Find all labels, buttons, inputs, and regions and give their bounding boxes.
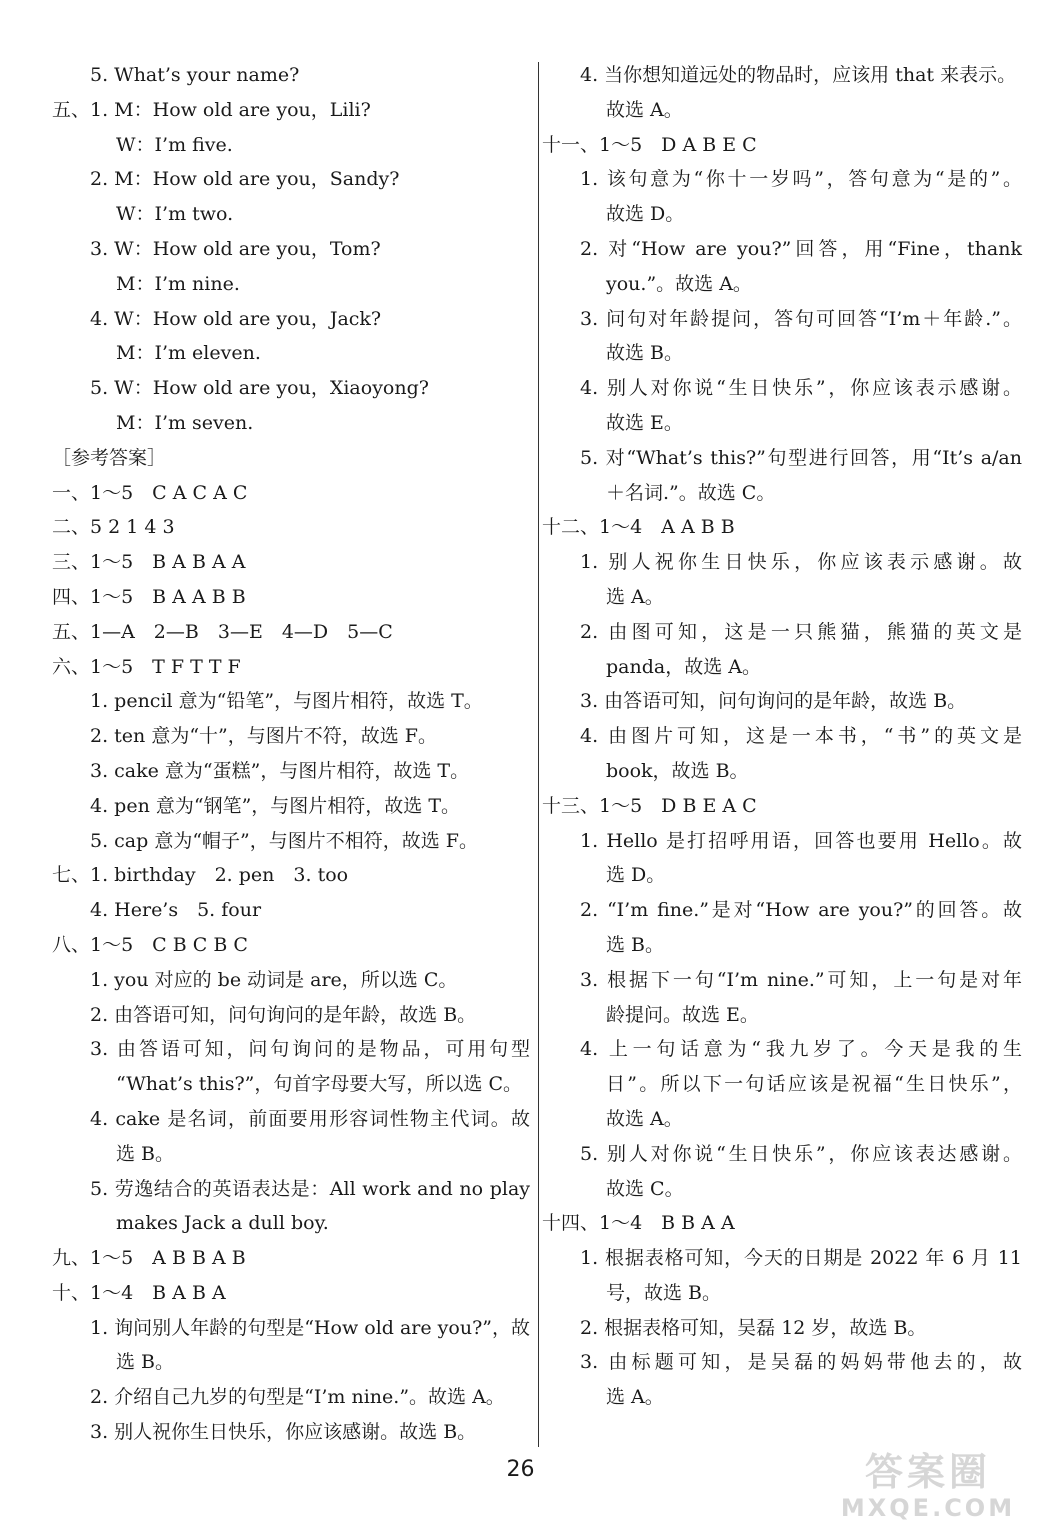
answer-line: 4. cake 是名词，前面要用形容词性物主代词。故 [90, 1107, 530, 1130]
answer-line: 4. 别人对你说“生日快乐”，你应该表示感谢。 [580, 377, 1022, 400]
right-column [542, 58, 1022, 1415]
answer-line: 2. 由图可知，这是一只熊猫，熊猫的英文是 [580, 620, 1022, 643]
page-number: 26 [506, 1457, 535, 1482]
answer-line: 2. 由答语可知，问句询问的是年龄，故选 B。 [90, 1003, 477, 1026]
answer-line: “What’s this?”，句首字母要大写，所以选 C。 [116, 1073, 522, 1096]
answer-line: 3. 别人祝你生日快乐，你应该感谢。故选 B。 [90, 1421, 477, 1444]
answer-line: 选 A。 [606, 1386, 664, 1409]
answer-line: 3. 由答语可知，问句询问的是年龄，故选 B。 [580, 690, 967, 713]
answer-line: 4. Here’s 5. four [90, 899, 262, 922]
answer-line: 日”。所以下一句话应该是祝福“生日快乐”， [606, 1073, 1022, 1096]
answer-line: 龄提问。故选 E。 [606, 1003, 759, 1026]
column-divider [538, 62, 539, 1447]
answer-line: panda，故选 A。 [606, 655, 761, 678]
answer-line: 选 B。 [606, 933, 665, 956]
answer-line: 号，故选 B。 [606, 1281, 722, 1304]
watermark-logo [833, 1450, 1023, 1528]
answer-line: 选 A。 [606, 585, 664, 608]
answer-line: 5. W：How old are you，Xiaoyong? [90, 377, 429, 400]
answer-line: M：I’m nine. [116, 272, 240, 295]
answer-line: 5. What’s your name? [90, 64, 300, 86]
left-column [52, 58, 530, 1450]
answer-line: 3. cake 意为“蛋糕”，与图片相符，故选 T。 [90, 759, 470, 782]
answer-line: 四、1～5 B A A B B [52, 585, 246, 608]
answer-line: 3. 由标题可知，是吴磊的妈妈带他去的，故 [580, 1351, 1022, 1374]
answer-line: 1. Hello 是打招呼用语，回答也要用 Hello。故 [580, 829, 1022, 852]
answer-line: 二、5 2 1 4 3 [52, 516, 175, 539]
answer-line: 5. 别人对你说“生日快乐”，你应该表达感谢。 [580, 1142, 1022, 1165]
answer-line: 4. 由图片可知，这是一本书，“书”的英文是 [580, 725, 1022, 748]
watermark-bottom-text: MXQE.COM [840, 1494, 1016, 1522]
answer-line: 故选 B。 [606, 342, 684, 365]
answer-line: 1. 该句意为“你十一岁吗”，答句意为“是的”。 [580, 168, 1022, 191]
answer-line: 4. pen 意为“钢笔”，与图片相符，故选 T。 [90, 794, 460, 817]
answer-line: W：I’m five. [116, 133, 233, 156]
answer-line: 五、1. M：How old are you，Lili? [52, 98, 371, 121]
answer-line: 5. 劳逸结合的英语表达是：All work and no play [90, 1177, 530, 1200]
answer-line: 1. you 对应的 be 动词是 are，所以选 C。 [90, 968, 458, 991]
answer-line: 七、1. birthday 2. pen 3. too [52, 864, 349, 887]
answer-line: 故选 E。 [606, 411, 683, 434]
answer-line: 九、1～5 A B B A B [52, 1247, 246, 1270]
answer-line: 5. 对“What’s this?”句型进行回答，用“It’s a/an [580, 446, 1022, 469]
answer-line: 5. cap 意为“帽子”，与图片不相符，故选 F。 [90, 829, 478, 852]
answer-line: 六、1～5 T F T T F [52, 655, 241, 678]
answer-line: 十、1～4 B A B A [52, 1281, 226, 1304]
answer-line: 十一、1～5 D A B E C [542, 133, 757, 156]
answer-line: W：I’m two. [116, 203, 234, 226]
answer-line: M：I’m eleven. [116, 342, 261, 365]
answer-line: M：I’m seven. [116, 411, 254, 434]
answer-line: 3. 由答语可知，问句询问的是物品，可用句型 [90, 1038, 530, 1061]
answer-line: 4. 上一句话意为“我九岁了。今天是我的生 [580, 1038, 1022, 1061]
answer-line: 八、1～5 C B C B C [52, 933, 248, 956]
answer-line: 2. 介绍自己九岁的句型是“I’m nine.”。故选 A。 [90, 1386, 505, 1409]
answer-line: 2. 根据表格可知，吴磊 12 岁，故选 B。 [580, 1316, 927, 1339]
answer-line: 五、1—A 2—B 3—E 4—D 5—C [52, 620, 393, 643]
answer-line: 1. 询问别人年龄的句型是“How old are you?”，故 [90, 1316, 530, 1339]
answer-line: 2. ten 意为“十”，与图片不符，故选 F。 [90, 725, 437, 748]
answer-line: makes Jack a dull boy. [116, 1212, 329, 1235]
answer-line: you.”。故选 A。 [606, 272, 752, 295]
answer-line: ＋名词.”。故选 C。 [606, 481, 776, 504]
answer-line: 选 D。 [606, 864, 666, 887]
answer-line: 一、1～5 C A C A C [52, 481, 248, 504]
answer-line: 故选 A。 [606, 1107, 683, 1130]
answer-line: book，故选 B。 [606, 759, 749, 782]
answer-line: 三、1～5 B A B A A [52, 551, 246, 574]
answer-line: 3. 问句对年龄提问，答句可回答“I’m＋年龄.”。 [580, 307, 1022, 330]
answer-line: 选 B。 [116, 1142, 175, 1165]
answer-line: 1. 别人祝你生日快乐，你应该表示感谢。故 [580, 551, 1022, 574]
answer-line: 4. 当你想知道远处的物品时，应该用 that 来表示。 [580, 64, 1017, 86]
answer-line: 选 B。 [116, 1351, 175, 1374]
answer-line: 故选 A。 [606, 98, 683, 121]
answer-line: 2. 对“How are you?”回答，用“Fine，thank [580, 237, 1022, 260]
answer-line: 3. 根据下一句“I’m nine.”可知，上一句是对年 [580, 968, 1022, 991]
watermark-top-text: 答案圈 [864, 1450, 991, 1494]
answer-line: 2. M：How old are you，Sandy? [90, 168, 400, 191]
answer-line: 3. W：How old are you，Tom? [90, 237, 381, 260]
answer-line: 2. “I’m fine.”是对“How are you?”的回答。故 [580, 899, 1022, 922]
answer-line: 1. pencil 意为“铅笔”，与图片相符，故选 T。 [90, 690, 483, 713]
answer-line: ［参考答案］ [52, 446, 167, 469]
answer-line: 十三、1～5 D B E A C [542, 794, 757, 817]
answer-line: 十二、1～4 A A B B [542, 516, 735, 539]
answer-line: 十四、1～4 B B A A [542, 1212, 735, 1235]
answer-line: 1. 根据表格可知，今天的日期是 2022 年 6 月 11 [580, 1247, 1022, 1270]
answer-line: 故选 D。 [606, 203, 685, 226]
answer-line: 4. W：How old are you，Jack? [90, 307, 382, 330]
answer-line: 故选 C。 [606, 1177, 684, 1200]
